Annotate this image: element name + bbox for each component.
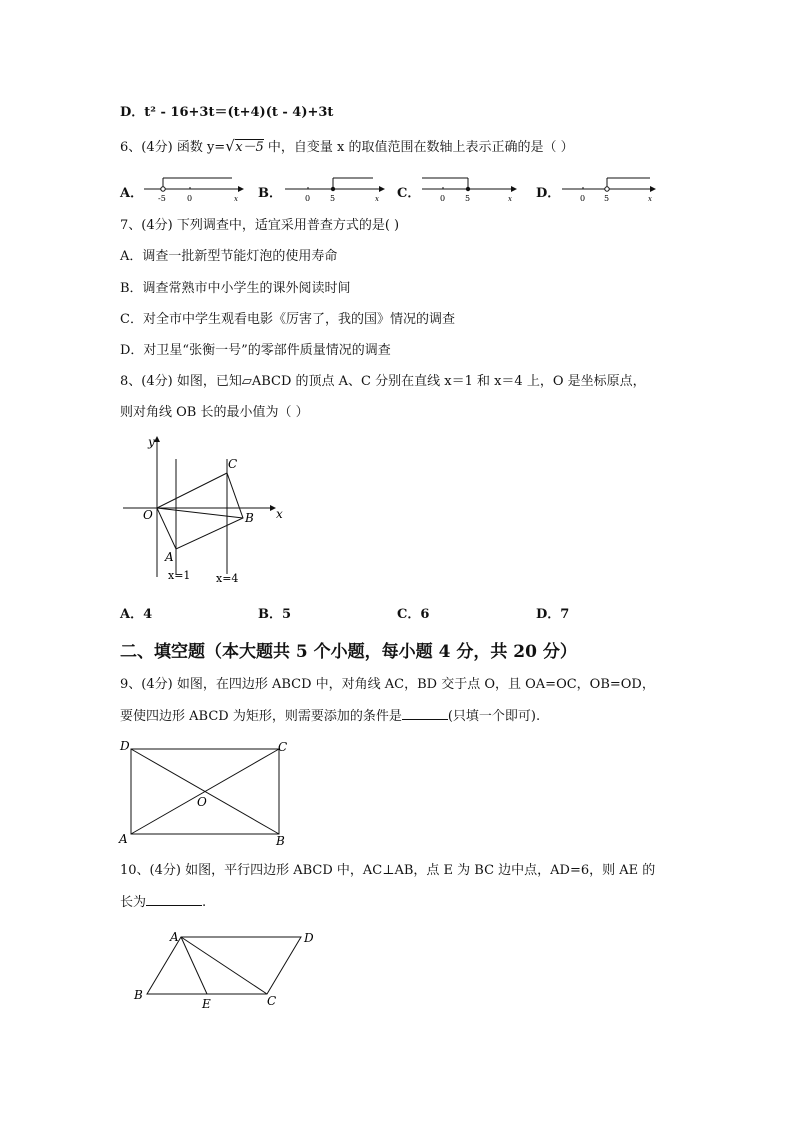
q9-label-c: C [278, 740, 288, 754]
q9-line2-text: 要使四边形 ABCD 为矩形，则需要添加的条件是 [120, 709, 402, 724]
q8-stem-line2: 则对角线 OB 长的最小值为（ ） [120, 405, 309, 420]
q6-stem [120, 139, 574, 157]
q7-option-d: D．对卫星“张衡一号”的零部件质量情况的调查 [120, 343, 391, 358]
q10-label-b: B [134, 988, 143, 1002]
q6-a-tick-0: 0 [187, 194, 193, 203]
q5-option-d: D．t² - 16+3t＝(t+4)(t - 4)+3t [120, 105, 334, 120]
q8-figure [120, 432, 290, 587]
q6-c-tick-0: 0 [440, 194, 446, 203]
q9-figure [118, 737, 298, 847]
q8-stem-line1: 8、(4分) 如图，已知▱ABCD 的顶点 A、C 分别在直线 x＝1 和 x＝4 上，O 是坐标原点， [120, 374, 646, 389]
q8-label-x4: x=4 [216, 572, 239, 585]
q6-number-line-c [418, 172, 523, 204]
q6-d-tick-0: 0 [580, 194, 586, 203]
q6-d-tick-5: 5 [604, 194, 610, 203]
q10-answer-blank [146, 893, 202, 906]
q9-line1: 9、(4分) 如图，在四边形 ABCD 中，对角线 AC，BD 交于点 O，且 OA=OC，OB=OD， [120, 677, 655, 692]
q7-stem: 7、(4分) 下列调查中，适宜采用普查方式的是( ) [120, 218, 400, 233]
q10-figure [130, 925, 325, 1015]
q8-option-a: A．4 [120, 607, 153, 622]
q10-label-a: A [170, 930, 179, 944]
q8-option-b: B．5 [258, 607, 292, 622]
q10-label-e: E [202, 997, 211, 1011]
q6-suffix: 中，自变量 x 的取值范围在数轴上表示正确的是（ ） [263, 140, 574, 155]
q6-option-a-label: A． [120, 186, 144, 201]
q9-line2 [120, 707, 540, 726]
q6-b-tick-0: 0 [305, 194, 311, 203]
q8-label-b: B [245, 511, 254, 525]
q10-line2-text: 长为 [120, 895, 147, 910]
q10-label-d: D [304, 931, 314, 945]
q6-a-tick-neg5: -5 [158, 194, 166, 203]
q10-line1: 10、(4分) 如图，平行四边形 ABCD 中，AC⊥AB，点 E 为 BC 边中点，AD=6，则 AE 的 [120, 863, 656, 878]
q6-number-line-b [281, 172, 386, 204]
q6-c-tick-5: 5 [465, 194, 471, 203]
q6-c-axis: x [508, 195, 512, 203]
q6-b-axis: x [375, 195, 379, 203]
q6-option-b-label: B． [258, 186, 282, 201]
q6-number-line-d [558, 172, 663, 204]
q10-label-c: C [267, 994, 277, 1008]
q6-number-line-a [140, 172, 245, 204]
q9-label-a: A [119, 832, 128, 846]
q6-d-axis: x [648, 195, 652, 203]
q8-option-c: C．6 [397, 607, 430, 622]
q6-option-c-label: C． [397, 186, 421, 201]
q10-line2 [120, 893, 206, 912]
q6-b-tick-5: 5 [330, 194, 336, 203]
q8-label-c: C [228, 457, 238, 471]
q7-option-b: B．调查常熟市中小学生的课外阅读时间 [120, 281, 351, 296]
q8-label-a: A [165, 550, 174, 564]
q9-line2-tail: (只填一个即可). [447, 709, 541, 724]
q7-option-c: C．对全市中学生观看电影《厉害了，我的国》情况的调查 [120, 312, 455, 327]
q8-label-x1: x=1 [168, 569, 191, 582]
q6-radicand: x－5 [235, 140, 264, 155]
q8-option-d: D．7 [536, 607, 570, 622]
q9-label-d: D [120, 739, 130, 753]
q7-option-a: A．调查一批新型节能灯泡的使用寿命 [120, 249, 338, 264]
q6-a-axis: x [234, 195, 238, 203]
q10-line2-tail: . [202, 895, 207, 910]
q6-option-d-label: D． [536, 186, 561, 201]
q8-label-y: y [148, 435, 155, 449]
q9-label-o: O [197, 795, 207, 809]
section-2-heading: 二、填空题（本大题共 5 个小题，每小题 4 分，共 20 分） [120, 642, 577, 662]
q9-answer-blank [402, 707, 448, 720]
q6-sqrt: √ x－5 [225, 137, 264, 155]
q9-label-b: B [276, 834, 285, 847]
q8-label-x: x [276, 507, 283, 521]
q6-prefix: 6、(4分) 函数 y= [120, 140, 226, 155]
q8-label-o: O [143, 508, 153, 522]
